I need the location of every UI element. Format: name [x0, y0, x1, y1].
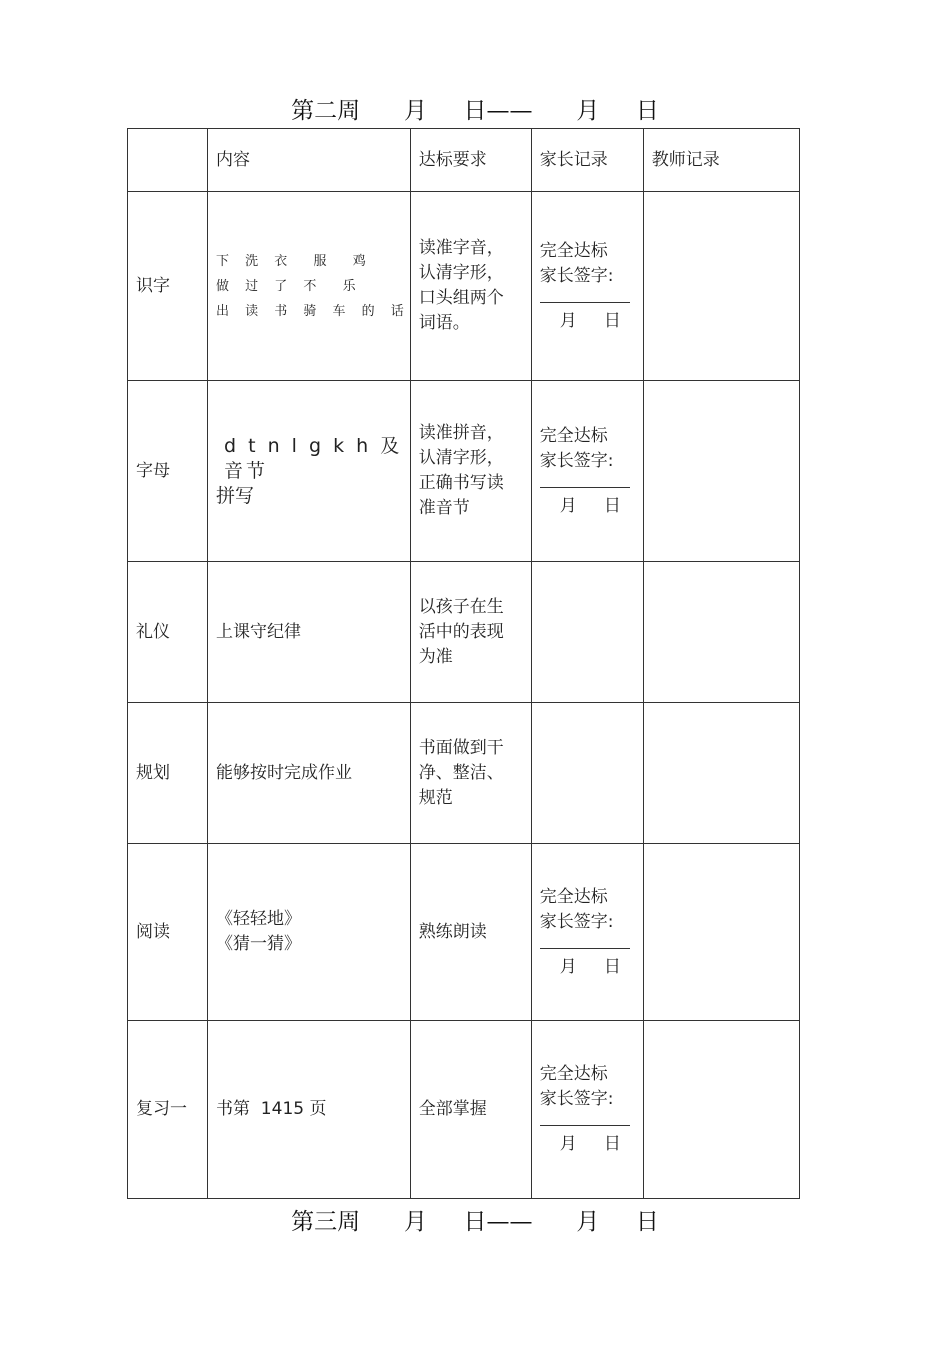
- requirement-cell: [410, 192, 531, 381]
- signature-field[interactable]: [540, 1112, 630, 1126]
- requirement-text: 读准字音，认清字形，口头组两个词语。: [418, 238, 504, 333]
- content-line: 做 过 了 不 乐: [216, 278, 362, 294]
- category-cell: 礼仪: [128, 562, 208, 703]
- requirement-text: 熟练朗读: [418, 921, 487, 942]
- parent-record-cell: [531, 1021, 643, 1199]
- content-line: 出 读 书 骑 车 的 话: [216, 303, 410, 319]
- requirement-cell: [410, 562, 531, 703]
- table-row: [128, 1021, 800, 1199]
- teacher-record-cell[interactable]: [643, 562, 799, 703]
- content-line: 拼写: [216, 484, 255, 507]
- signature-label: 家长签字:: [539, 1089, 614, 1109]
- table-row: [128, 703, 800, 844]
- content-cell: 能够按时完成作业: [208, 703, 411, 844]
- week-2-title: 第二周 月 日—— 月 日: [291, 98, 659, 124]
- requirement-cell: [410, 1021, 531, 1199]
- signature-date: 月 日: [559, 1134, 621, 1154]
- parent-record-cell[interactable]: [531, 562, 643, 703]
- table-row: [128, 562, 800, 703]
- requirement-cell: [410, 381, 531, 562]
- signature-label: 家长签字:: [539, 911, 614, 932]
- parent-record-cell: [531, 381, 643, 562]
- signature-label: 家长签字:: [539, 265, 614, 286]
- requirement-cell: [410, 844, 531, 1021]
- signature-label: 家长签字:: [539, 450, 614, 471]
- table-row: [128, 381, 800, 562]
- teacher-record-cell[interactable]: [643, 844, 799, 1021]
- signature-date: 月 日: [559, 956, 621, 977]
- table-row: [128, 192, 800, 381]
- weekly-schedule-table: [127, 128, 800, 1199]
- requirement-text: 书面做到干净、整洁、规范: [418, 737, 504, 808]
- category-cell: 识字: [128, 192, 208, 381]
- teacher-record-cell[interactable]: [643, 703, 799, 844]
- signature-status: 完全达标: [539, 1064, 608, 1084]
- signature-date: 月 日: [559, 310, 621, 331]
- signature-field[interactable]: [540, 474, 630, 488]
- signature-status: 完全达标: [539, 425, 608, 446]
- content-line: 下 洗 衣 服 鸡: [216, 253, 372, 269]
- requirement-text: 以孩子在生活中的表现为准: [418, 596, 504, 667]
- content-cell: [208, 381, 411, 562]
- header-content: 内容: [208, 129, 411, 192]
- content-cell: 上课守纪律: [208, 562, 411, 703]
- category-cell: 字母: [128, 381, 208, 562]
- requirement-text: 读准拼音，认清字形，正确书写读准音节: [418, 423, 504, 518]
- header-requirement: 达标要求: [410, 129, 531, 192]
- header-empty: [128, 129, 208, 192]
- parent-record-cell: [531, 192, 643, 381]
- teacher-record-cell[interactable]: [643, 1021, 799, 1199]
- signature-status: 完全达标: [539, 240, 608, 261]
- signature-date: 月 日: [559, 495, 621, 516]
- content-line: 《轻轻地》: [216, 909, 301, 929]
- header-teacher-record: 教师记录: [643, 129, 799, 192]
- signature-field[interactable]: [540, 289, 630, 303]
- header-parent-record: 家长记录: [531, 129, 643, 192]
- requirement-text: 全部掌握: [418, 1099, 487, 1119]
- signature-status: 完全达标: [539, 886, 608, 907]
- week-3-title: 第三周 月 日—— 月 日: [291, 1209, 659, 1235]
- teacher-record-cell[interactable]: [643, 192, 799, 381]
- content-cell: [208, 192, 411, 381]
- signature-field[interactable]: [540, 935, 630, 949]
- category-cell: 阅读: [128, 844, 208, 1021]
- category-cell: 复习一: [128, 1021, 208, 1199]
- parent-record-cell: [531, 844, 643, 1021]
- content-line: 《猜一猜》: [216, 934, 301, 954]
- requirement-cell: [410, 703, 531, 844]
- table-row: [128, 844, 800, 1021]
- header-row: [128, 129, 800, 192]
- parent-record-cell[interactable]: [531, 703, 643, 844]
- content-cell: 书第 1415 页: [208, 1021, 411, 1199]
- teacher-record-cell[interactable]: [643, 381, 799, 562]
- content-line: d t n l g k h 及音节: [224, 434, 403, 482]
- category-cell: 规划: [128, 703, 208, 844]
- content-cell: [208, 844, 411, 1021]
